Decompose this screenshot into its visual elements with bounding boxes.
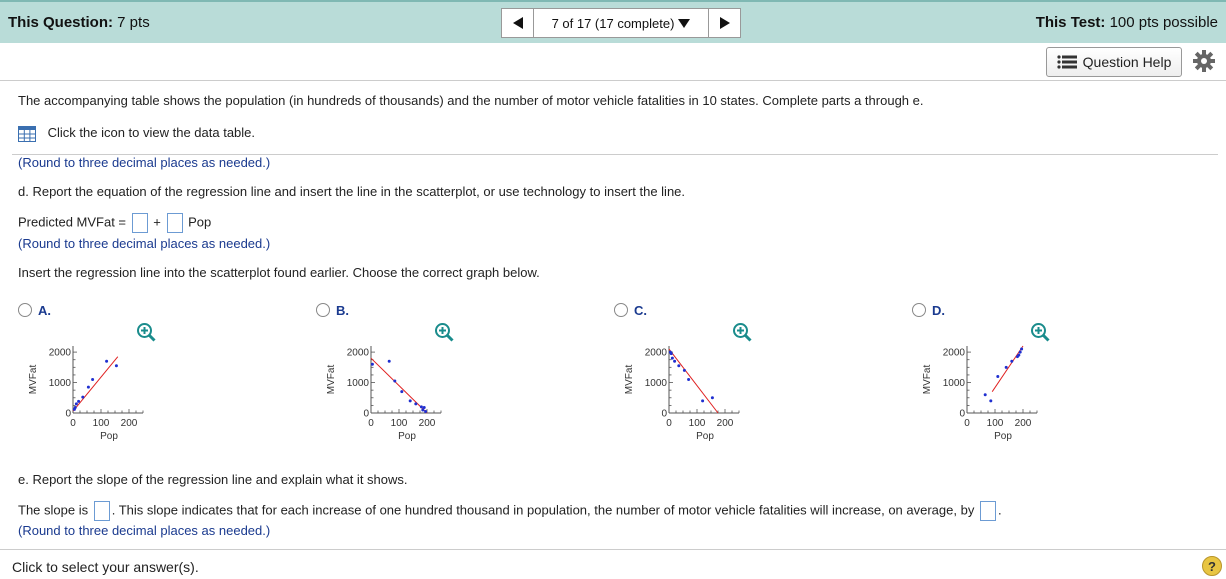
x-axis-label: Pop	[994, 431, 1012, 442]
data-point	[683, 369, 686, 372]
data-point	[91, 378, 94, 381]
y-tick-label: 2000	[346, 347, 369, 359]
y-tick-label: 1000	[644, 378, 667, 390]
data-point	[414, 402, 417, 405]
x-tick-label: 0	[368, 418, 374, 429]
option-b-radio[interactable]	[316, 303, 330, 317]
data-point	[75, 402, 78, 405]
x-tick-label: 100	[390, 418, 408, 429]
data-point	[423, 406, 426, 409]
y-tick-label: 0	[65, 408, 71, 420]
y-tick-label: 2000	[644, 347, 667, 359]
next-question-button[interactable]	[708, 8, 741, 38]
x-tick-label: 0	[666, 418, 672, 429]
question-help-button[interactable]	[1046, 47, 1182, 77]
y-tick-label: 0	[959, 408, 965, 420]
question-pts: 7 pts	[117, 14, 150, 31]
data-point	[673, 360, 676, 363]
option-a-radio[interactable]	[18, 303, 32, 317]
slope-row	[18, 501, 1002, 521]
y-axis-label: MVFat	[624, 364, 635, 395]
slope-coefficient-input[interactable]	[167, 213, 183, 233]
data-point	[393, 380, 396, 383]
x-tick-label: 200	[418, 418, 436, 429]
top-bar	[0, 0, 1226, 43]
scatterplot-b	[323, 340, 453, 445]
triangle-down-icon	[678, 19, 690, 28]
scatterplot-d	[919, 340, 1049, 445]
insert-prompt: Insert the regression line into the scatterplot found earlier. Choose the correct graph below.	[18, 265, 540, 280]
x-tick-label: 100	[986, 418, 1004, 429]
plus-sign: +	[153, 214, 161, 230]
y-tick-label: 2000	[48, 347, 71, 359]
data-point	[388, 360, 391, 363]
x-tick-label: 200	[1014, 418, 1032, 429]
data-point	[400, 390, 403, 393]
x-tick-label: 100	[92, 418, 110, 429]
data-point	[670, 352, 673, 355]
intercept-input[interactable]	[132, 213, 148, 233]
data-point	[87, 386, 90, 389]
question-select[interactable]	[534, 8, 708, 38]
increase-input[interactable]	[980, 501, 996, 521]
round-note-2: (Round to three decimal places as needed.)	[18, 236, 271, 251]
gear-icon[interactable]	[1192, 49, 1216, 73]
data-point	[81, 396, 84, 399]
regression-line	[371, 358, 427, 413]
option-d-label: D.	[932, 303, 945, 318]
data-point	[1020, 348, 1023, 351]
toolbar	[0, 43, 1226, 81]
footer	[0, 549, 1226, 579]
data-point	[996, 375, 999, 378]
data-point	[984, 393, 987, 396]
option-c-radio[interactable]	[614, 303, 628, 317]
data-point	[687, 378, 690, 381]
y-tick-label: 1000	[942, 378, 965, 390]
x-axis-label: Pop	[398, 431, 416, 442]
footer-status: Click to select your answer(s).	[12, 559, 199, 575]
zoom-in-icon[interactable]	[136, 322, 156, 342]
data-point	[1019, 351, 1022, 354]
y-tick-label: 2000	[942, 347, 965, 359]
data-table-link-row	[18, 125, 255, 142]
zoom-in-icon[interactable]	[1030, 322, 1050, 342]
slope-explanation: . This slope indicates that for each increase of one hundred thousand in population, the number of motor vehicle fatalities will increase, on average, by	[111, 502, 975, 518]
data-point	[711, 396, 714, 399]
zoom-in-icon[interactable]	[434, 322, 454, 342]
part-d-text: d. Report the equation of the regression line and insert the line in the scatterplot, or use technology to insert the line.	[18, 184, 686, 199]
data-point	[77, 400, 80, 403]
option-a-label: A.	[38, 303, 51, 318]
triangle-left-icon	[513, 17, 523, 29]
list-icon	[1057, 55, 1077, 69]
option-c-label: C.	[634, 303, 647, 318]
question-help-label: Question Help	[1082, 54, 1172, 70]
table-icon[interactable]	[18, 126, 36, 142]
round-note-1: (Round to three decimal places as needed.)	[18, 155, 271, 170]
slope-suffix: .	[997, 502, 1002, 518]
data-point	[74, 406, 77, 409]
pop-label: Pop	[188, 214, 212, 230]
triangle-right-icon	[720, 17, 730, 29]
y-axis-label: MVFat	[28, 364, 39, 395]
scatterplot-c	[621, 340, 751, 445]
data-point	[671, 357, 674, 360]
test-points	[1036, 14, 1218, 31]
zoom-in-icon[interactable]	[732, 322, 752, 342]
data-point	[115, 364, 118, 367]
question-points	[8, 14, 150, 31]
data-point	[420, 405, 423, 408]
regression-line	[73, 357, 118, 412]
slope-prefix: The slope is	[18, 502, 89, 518]
x-tick-label: 200	[716, 418, 734, 429]
part-e-text: e. Report the slope of the regression line and explain what it shows.	[18, 472, 408, 487]
predicted-label: Predicted MVFat =	[18, 214, 127, 230]
data-point	[1005, 366, 1008, 369]
data-point	[989, 399, 992, 402]
x-tick-label: 0	[964, 418, 970, 429]
x-axis-label: Pop	[696, 431, 714, 442]
data-table-link-text: Click the icon to view the data table.	[47, 125, 256, 140]
data-point	[1017, 354, 1020, 357]
scatterplot-a	[25, 340, 155, 445]
test-label: This Test:	[1035, 14, 1106, 31]
question-label: This Question:	[8, 14, 113, 31]
predicted-equation-row	[18, 213, 211, 233]
data-point	[105, 360, 108, 363]
data-point	[371, 363, 374, 366]
y-tick-label: 1000	[346, 378, 369, 390]
question-select-label: 7 of 17 (17 complete)	[551, 15, 675, 31]
y-tick-label: 0	[363, 408, 369, 420]
y-axis-label: MVFat	[326, 364, 337, 395]
y-tick-label: 1000	[48, 378, 71, 390]
x-tick-label: 100	[688, 418, 706, 429]
x-axis-label: Pop	[100, 431, 118, 442]
regression-line	[669, 349, 718, 413]
data-point	[409, 399, 412, 402]
problem-intro: The accompanying table shows the population (in hundreds of thousands) and the number of motor vehicle fatalities in 10 states. Complete parts a through e.	[18, 93, 924, 108]
round-note-3: (Round to three decimal places as needed.)	[18, 523, 271, 538]
regression-line	[992, 346, 1023, 392]
prev-question-button[interactable]	[501, 8, 534, 38]
data-point	[424, 410, 427, 413]
help-button[interactable]: ?	[1202, 556, 1222, 576]
option-b-label: B.	[336, 303, 349, 318]
data-point	[701, 399, 704, 402]
option-d-radio[interactable]	[912, 303, 926, 317]
x-tick-label: 0	[70, 418, 76, 429]
data-point	[677, 364, 680, 367]
y-axis-label: MVFat	[922, 364, 933, 395]
x-tick-label: 200	[120, 418, 138, 429]
y-tick-label: 0	[661, 408, 667, 420]
question-navigator	[501, 8, 741, 38]
test-pts: 100 pts possible	[1109, 14, 1218, 31]
slope-input[interactable]	[94, 501, 110, 521]
data-point	[1010, 360, 1013, 363]
